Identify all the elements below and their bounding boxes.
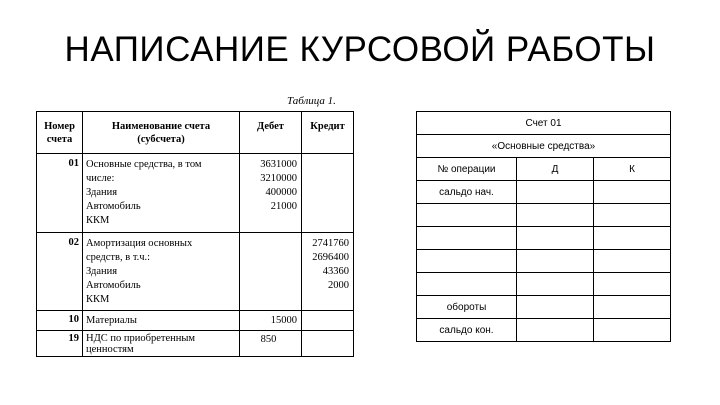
empty-cell bbox=[517, 204, 594, 227]
empty-cell bbox=[594, 273, 671, 296]
empty-cell bbox=[517, 227, 594, 250]
table-row bbox=[37, 311, 354, 331]
account-name bbox=[83, 311, 240, 331]
debit-amount: 3210000 bbox=[260, 173, 297, 184]
debit-cell bbox=[240, 311, 302, 331]
table-row bbox=[37, 154, 354, 233]
debit-amount: 850 bbox=[260, 334, 277, 345]
credit-amount: 2000 bbox=[328, 280, 349, 291]
account-name-line: Материалы bbox=[86, 315, 137, 326]
account-name bbox=[83, 233, 240, 311]
empty-cell bbox=[594, 250, 671, 273]
header-credit: Кредит bbox=[302, 112, 354, 154]
debit-amount: 3631000 bbox=[260, 159, 297, 170]
account-name bbox=[83, 331, 240, 357]
account-name-line: Автомобиль bbox=[86, 201, 141, 212]
opening-balance-row bbox=[417, 181, 671, 204]
debit-amount: 400000 bbox=[265, 187, 297, 198]
account-name-line: ценностям bbox=[86, 344, 134, 355]
account-title: Счет 01 bbox=[417, 112, 671, 135]
account-name-line: Здания bbox=[86, 266, 118, 277]
header-name-line: Наименование счета bbox=[111, 121, 211, 132]
empty-cell bbox=[417, 250, 517, 273]
debit-cell bbox=[240, 331, 302, 357]
table-row bbox=[417, 250, 671, 273]
empty-cell bbox=[517, 273, 594, 296]
credit-cell bbox=[302, 311, 354, 331]
empty-cell bbox=[517, 250, 594, 273]
account-name-line: Здания bbox=[86, 187, 118, 198]
account-header-row bbox=[417, 158, 671, 181]
debit-cell bbox=[240, 233, 302, 311]
table-row bbox=[417, 273, 671, 296]
account-name-line: Автомобиль bbox=[86, 280, 141, 291]
empty-cell bbox=[517, 319, 594, 342]
debit-cell bbox=[240, 154, 302, 233]
slide-title: НАПИСАНИЕ КУРСОВОЙ РАБОТЫ bbox=[64, 30, 656, 69]
header-name bbox=[83, 112, 240, 154]
debit-amount: 21000 bbox=[270, 201, 297, 212]
closing-balance-row bbox=[417, 319, 671, 342]
table-caption: Таблица 1. bbox=[287, 95, 336, 107]
account-subtitle: «Основные средства» bbox=[417, 135, 671, 158]
account-number: 02 bbox=[37, 233, 83, 311]
account-name-line: ККМ bbox=[86, 294, 110, 305]
account-number: 19 bbox=[37, 331, 83, 357]
empty-cell bbox=[594, 181, 671, 204]
account-name-line: средств, в т.ч.: bbox=[86, 252, 151, 263]
credit-cell bbox=[302, 331, 354, 357]
account-subtitle-row bbox=[417, 135, 671, 158]
credit-amount: 2741760 bbox=[312, 238, 349, 249]
account-title-row bbox=[417, 112, 671, 135]
empty-cell bbox=[594, 227, 671, 250]
account-name-line: Амортизация основных bbox=[86, 238, 193, 249]
account-number: 01 bbox=[37, 154, 83, 233]
header-number bbox=[37, 112, 83, 154]
account-name-line: Основные средства, в том bbox=[86, 159, 202, 170]
header-number-line: Номер bbox=[44, 121, 75, 132]
column-credit: К bbox=[594, 158, 671, 181]
closing-balance-label: сальдо кон. bbox=[417, 319, 517, 342]
credit-cell bbox=[302, 154, 354, 233]
t-account-table bbox=[416, 111, 671, 342]
empty-cell bbox=[594, 319, 671, 342]
credit-amount: 43360 bbox=[322, 266, 349, 277]
header-debit: Дебет bbox=[240, 112, 302, 154]
table-row bbox=[417, 227, 671, 250]
ledger-table bbox=[36, 111, 354, 357]
column-debit: Д bbox=[517, 158, 594, 181]
debit-amount: 15000 bbox=[270, 315, 297, 326]
empty-cell bbox=[594, 204, 671, 227]
account-number: 10 bbox=[37, 311, 83, 331]
turnover-label: обороты bbox=[417, 296, 517, 319]
table-row bbox=[37, 331, 354, 357]
column-operation: № операции bbox=[417, 158, 517, 181]
account-name-line: НДС по приобретенным bbox=[86, 333, 196, 344]
opening-balance-label: сальдо нач. bbox=[417, 181, 517, 204]
table-row bbox=[37, 233, 354, 311]
turnover-row bbox=[417, 296, 671, 319]
header-number-line: счета bbox=[46, 134, 73, 145]
ledger-header-row bbox=[37, 112, 354, 154]
account-name bbox=[83, 154, 240, 233]
empty-cell bbox=[417, 204, 517, 227]
empty-cell bbox=[517, 296, 594, 319]
empty-cell bbox=[417, 273, 517, 296]
credit-amount: 2696400 bbox=[312, 252, 349, 263]
credit-cell bbox=[302, 233, 354, 311]
table-row bbox=[417, 204, 671, 227]
empty-cell bbox=[594, 296, 671, 319]
account-name-line: числе: bbox=[86, 173, 115, 184]
header-name-line: (субсчета) bbox=[137, 134, 185, 145]
empty-cell bbox=[517, 181, 594, 204]
account-name-line: ККМ bbox=[86, 215, 110, 226]
empty-cell bbox=[417, 227, 517, 250]
